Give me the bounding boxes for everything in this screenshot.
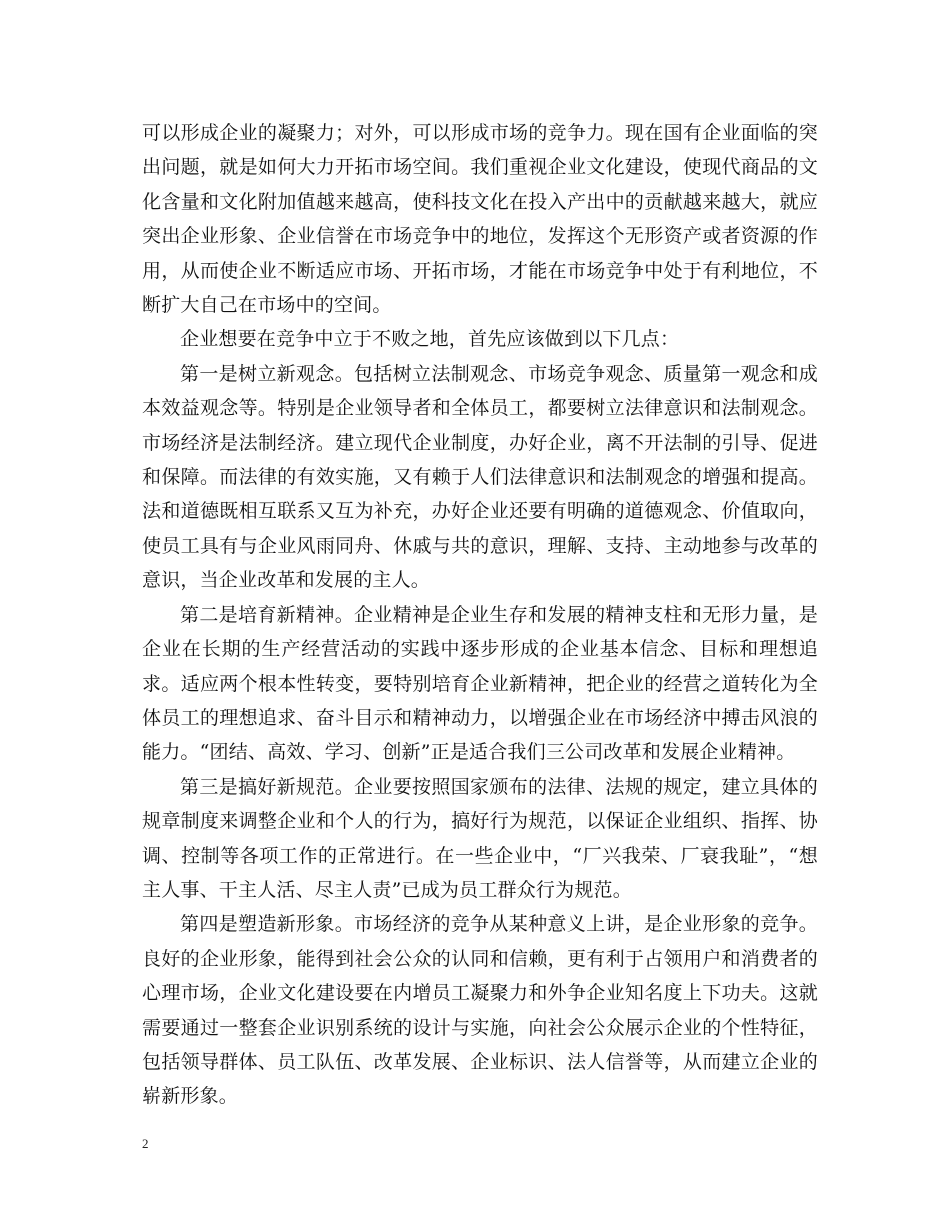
paragraph-new-norms: 第三是搞好新规范。企业要按照国家颁布的法律、法规的规定，建立具体的规章制度来调整企业和个人的行为，搞好行为规范，以保证企业组织、指挥、协调、控制等各项工作的正常进行。在一些企业中，“厂兴我荣、厂衰我耻”，“想主人事、干主人活、尽主人责”已成为员工群众行为规范。 xyxy=(142,775,818,901)
paragraph-new-spirit: 第二是培育新精神。企业精神是企业生存和发展的精神支柱和无形力量，是企业在长期的生产经营活动的实践中逐步形成的企业基本信念、目标和理想追求。适应两个根本性转变，要特别培育企业新精神，把企业的经营之道转化为全体员工的理想追求、奋斗目示和精神动力，以增强企业在市场经济中搏击风浪的能力。“团结、高效、学习、创新”正是适合我们三公司改革和发展企业精神。 xyxy=(142,603,818,764)
page-number: 2 xyxy=(142,1136,149,1151)
document-body xyxy=(142,116,818,1114)
paragraph-new-concept: 第一是树立新观念。包括树立法制观念、市场竞争观念、质量第一观念和成本效益观念等。特别是企业领导者和全体员工，都要树立法律意识和法制观念。市场经济是法制经济。建立现代企业制度，办好企业，离不开法制的引导、促进和保障。而法律的有效实施，又有赖于人们法律意识和法制观念的增强和提高。法和道德既相互联系又互为补充，办好企业还要有明确的道德观念、价值取向，使员工具有与企业风雨同舟、休戚与共的意识，理解、支持、主动地参与改革的意识，当企业改革和发展的主人。 xyxy=(142,362,818,592)
paragraph-new-image: 第四是塑造新形象。市场经济的竞争从某种意义上讲，是企业形象的竞争。良好的企业形象，能得到社会公众的认同和信赖，更有利于占领用户和消费者的心理市场，企业文化建设要在内增员工凝聚力和外争企业知名度上下功夫。这就需要通过一整套企业识别系统的设计与实施，向社会公众展示企业的个性特征，包括领导群体、员工队伍、改革发展、企业标识、法人信誉等，从而建立企业的崭新形象。 xyxy=(142,913,818,1108)
paragraph-continuation: 可以形成企业的凝聚力；对外，可以形成市场的竞争力。现在国有企业面临的突出问题，就是如何大力开拓市场空间。我们重视企业文化建设，使现代商品的文化含量和文化附加值越来越高，使科技文化在投入产出中的贡献越来越大，就应突出企业形象、企业信誉在市场竞争中的地位，发挥这个无形资产或者资源的作用，从而使企业不断适应市场、开拓市场，才能在市场竞争中处于有利地位，不断扩大自己在市场中的空间。 xyxy=(142,122,818,317)
paragraph-intro: 企业想要在竞争中立于不败之地，首先应该做到以下几点： xyxy=(180,328,680,351)
